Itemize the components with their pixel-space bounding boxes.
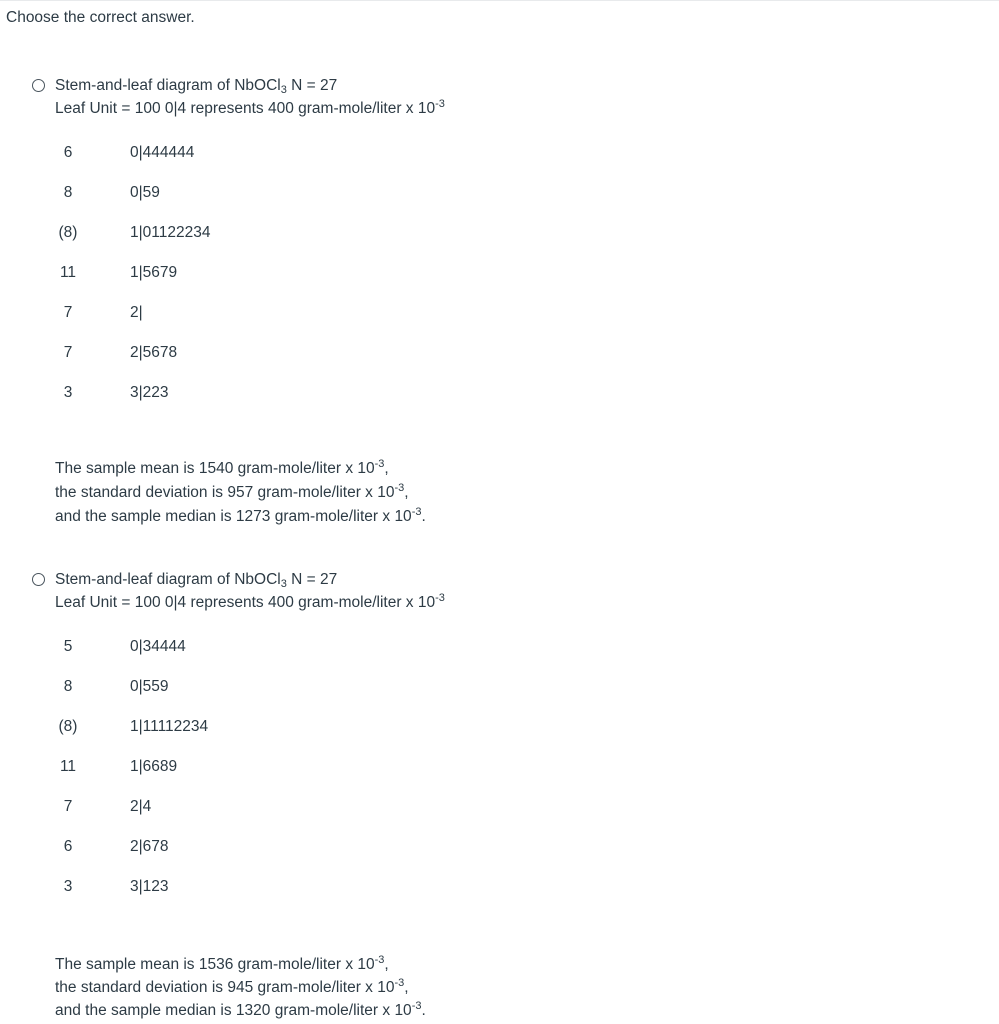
depth-cell: 7 bbox=[63, 344, 73, 361]
stem-leaf-cell: 2|4 bbox=[130, 798, 152, 815]
depth-cell: 6 bbox=[63, 838, 73, 855]
stem-leaf-cell: 1|01122234 bbox=[130, 224, 211, 241]
depth-cell: 8 bbox=[63, 184, 73, 201]
depth-cell: 8 bbox=[63, 678, 73, 695]
stem-leaf-cell: 0|444444 bbox=[130, 144, 195, 161]
radio-button-2[interactable] bbox=[32, 573, 45, 586]
option-2-leaf-unit: Leaf Unit = 100 0|4 represents 400 gram-mole/liter x $10^{-3}$ bbox=[55, 592, 445, 611]
depth-cell: 5 bbox=[63, 638, 73, 655]
option-1-std-dev: the standard deviation is 957 gram-mole/liter x $10^{-3}$, bbox=[55, 482, 409, 501]
option-1-leaf-unit: Leaf Unit = 100 0|4 represents 400 gram-mole/liter x $10^{-3}$ bbox=[55, 98, 445, 117]
question-prompt: Choose the correct answer. bbox=[6, 9, 195, 26]
stem-leaf-cell: 3|123 bbox=[130, 878, 169, 895]
option-2-title: Stem-and-leaf diagram of NbOCl$_3$ N = 27 bbox=[55, 571, 338, 590]
radio-button-1[interactable] bbox=[32, 79, 45, 92]
depth-cell: 3 bbox=[63, 878, 73, 895]
option-2-median: and the sample median is 1320 gram-mole/liter x $10^{-3}$. bbox=[55, 1000, 426, 1019]
option-1-median: and the sample median is 1273 gram-mole/liter x $10^{-3}$. bbox=[55, 506, 426, 525]
depth-cell: 7 bbox=[63, 304, 73, 321]
depth-cell: 6 bbox=[63, 144, 73, 161]
stem-leaf-cell: 0|34444 bbox=[130, 638, 186, 655]
depth-cell: (8) bbox=[58, 224, 78, 241]
option-2-mean: The sample mean is 1536 gram-mole/liter x $10^{-3}$, bbox=[55, 954, 389, 973]
depth-cell: (8) bbox=[58, 718, 78, 735]
option-1-title: Stem-and-leaf diagram of NbOCl$_3$ N = 27 bbox=[55, 77, 338, 96]
depth-cell: 7 bbox=[63, 798, 73, 815]
stem-leaf-cell: 0|59 bbox=[130, 184, 160, 201]
depth-cell: 3 bbox=[63, 384, 73, 401]
top-divider bbox=[0, 0, 999, 1]
stem-leaf-cell: 0|559 bbox=[130, 678, 169, 695]
stem-leaf-cell: 1|11112234 bbox=[130, 718, 209, 735]
stem-leaf-cell: 2|5678 bbox=[130, 344, 178, 361]
stem-leaf-cell: 1|6689 bbox=[130, 758, 178, 775]
depth-cell: 11 bbox=[59, 758, 77, 775]
stem-leaf-cell: 2|678 bbox=[130, 838, 169, 855]
stem-leaf-cell: 3|223 bbox=[130, 384, 169, 401]
option-1-mean: The sample mean is 1540 gram-mole/liter x $10^{-3}$, bbox=[55, 458, 389, 477]
stem-leaf-cell: 2| bbox=[130, 304, 143, 321]
depth-cell: 11 bbox=[59, 264, 77, 281]
stem-leaf-cell: 1|5679 bbox=[130, 264, 178, 281]
option-2-std-dev: the standard deviation is 945 gram-mole/liter x $10^{-3}$, bbox=[55, 977, 409, 996]
